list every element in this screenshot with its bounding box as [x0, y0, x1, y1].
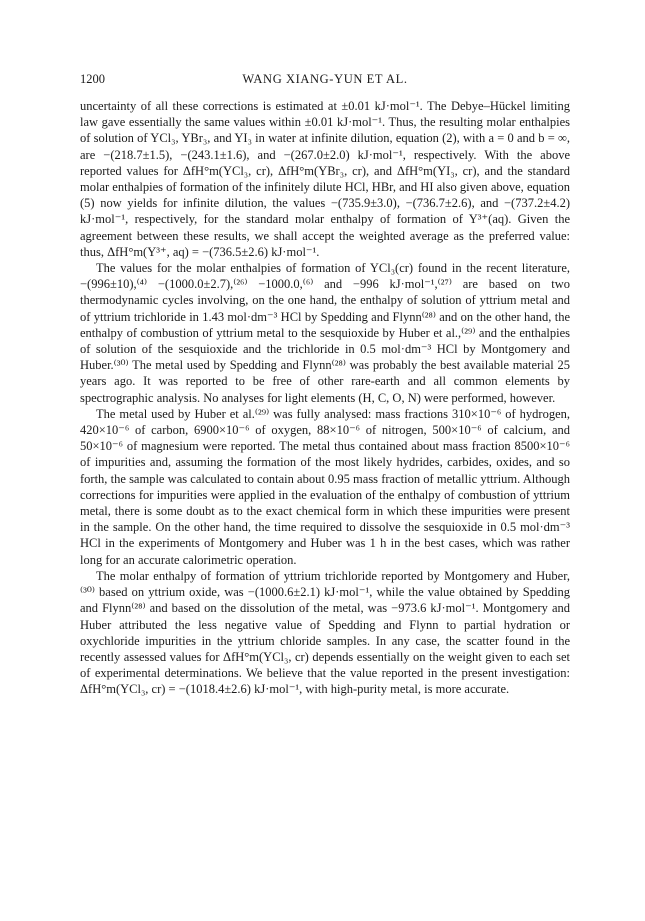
page-header: [80, 72, 570, 90]
paragraph-literature-values: The values for the molar enthalpies of formation of YCl₃(cr) found in the recent literature, −(996±10),⁽⁴⁾ −(1000.0±2.7),⁽²⁶⁾ −1000.0,⁽⁶⁾ and −996 kJ·mol⁻¹,⁽²⁷⁾ are based on two thermodynamic cycles involving, on the one hand, the enthalpy of solution of yttrium metal and of yttrium trichloride in 1.43 mol·dm⁻³ HCl by Spedding and Flynn⁽²⁸⁾ and on the other hand, the enthalpy of combustion of yttrium metal to the sesquioxide by Huber et al.,⁽²⁹⁾ and the enthalpies of solution of the sesquioxide and the trichloride in 0.5 mol·dm⁻³ HCl by Montgomery and Huber.⁽³⁰⁾ The metal used by Spedding and Flynn⁽²⁸⁾ was probably the best available material 25 years ago. It was reported to be free of other rare-earth and all common elements by spectrographic analysis. No analyses for light elements (H, C, O, N) were performed, however.: [80, 261, 570, 405]
paragraph-montgomery-huber: The molar enthalpy of formation of yttrium trichloride reported by Montgomery and Huber,⁽³⁰⁾ based on yttrium oxide, was −(1000.6±2.1) kJ·mol⁻¹, while the value obtained by Spedding and Flynn⁽²⁸⁾ and based on the dissolution of the metal, was −973.6 kJ·mol⁻¹. Montgomery and Huber attributed the less negative value of Spedding and Flynn to partial hydration or oxychloride impurities in the yttrium chloride samples. In any case, the scatter found in the recently assessed values for ΔfH°m(YCl₃, cr) depends essentially on the weight given to each set of experimental determinations. We believe that the value reported in the present investigation: ΔfH°m(YCl₃, cr) = −(1018.4±2.6) kJ·mol⁻¹, with high-purity metal, is more accurate.: [80, 568, 570, 697]
article-body: [80, 98, 570, 698]
running-title: WANG XIANG-YUN ET AL.: [242, 72, 408, 86]
paragraph-continuation: uncertainty of all these corrections is estimated at ±0.01 kJ·mol⁻¹. The Debye–Hückel limiting law gave essentially the same values within ±0.01 kJ·mol⁻¹. Thus, the resulting molar enthalpies of solution of YCl₃, YBr₃, and YI₃ in water at infinite dilution, equation (2), with a = 0 and b = ∞, are −(218.7±1.5), −(243.1±1.6), and −(267.0±2.0) kJ·mol⁻¹, respectively. With the above reported values for ΔfH°m(YCl₃, cr), ΔfH°m(YBr₃, cr), and ΔfH°m(YI₃, cr), and the standard molar enthalpies of formation of the infinitely dilute HCl, HBr, and HI also given above, equation (5) now yields for infinite dilution, the values −(735.9±3.0), −(736.7±2.6), and −(737.2±4.2) kJ·mol⁻¹, respectively, for the standard molar enthalpy of formation of Y³⁺(aq). Given the agreement between these results, we shall accept the weighted average as the preferred value: thus, ΔfH°m(Y³⁺, aq) = −(736.5±2.6) kJ·mol⁻¹.: [80, 99, 570, 259]
page-number: 1200: [80, 72, 105, 86]
paragraph-huber-metal: The metal used by Huber et al.⁽²⁹⁾ was fully analysed: mass fractions 310×10⁻⁶ of hydrogen, 420×10⁻⁶ of carbon, 6900×10⁻⁶ of oxygen, 88×10⁻⁶ of nitrogen, 500×10⁻⁶ of calcium, and 50×10⁻⁶ of magnesium were reported. The metal thus contained about mass fraction 8500×10⁻⁶ of impurities and, assuming the formation of the most likely hydrides, carbides, oxides, and so forth, the sample was calculated to contain about 0.95 mass fraction of metallic yttrium. Although corrections for impurities were applied in the evaluation of the enthalpy of combustion of yttrium metal, there is some doubt as to the exact chemical form in which these impurities were present in the sample. On the other hand, the time required to dissolve the sesquioxide in 0.5 mol·dm⁻³ HCl in the experiments of Montgomery and Huber was 1 h in the best cases, which was rather long for an accurate calorimetric operation.: [80, 406, 570, 567]
journal-page: [80, 72, 570, 698]
